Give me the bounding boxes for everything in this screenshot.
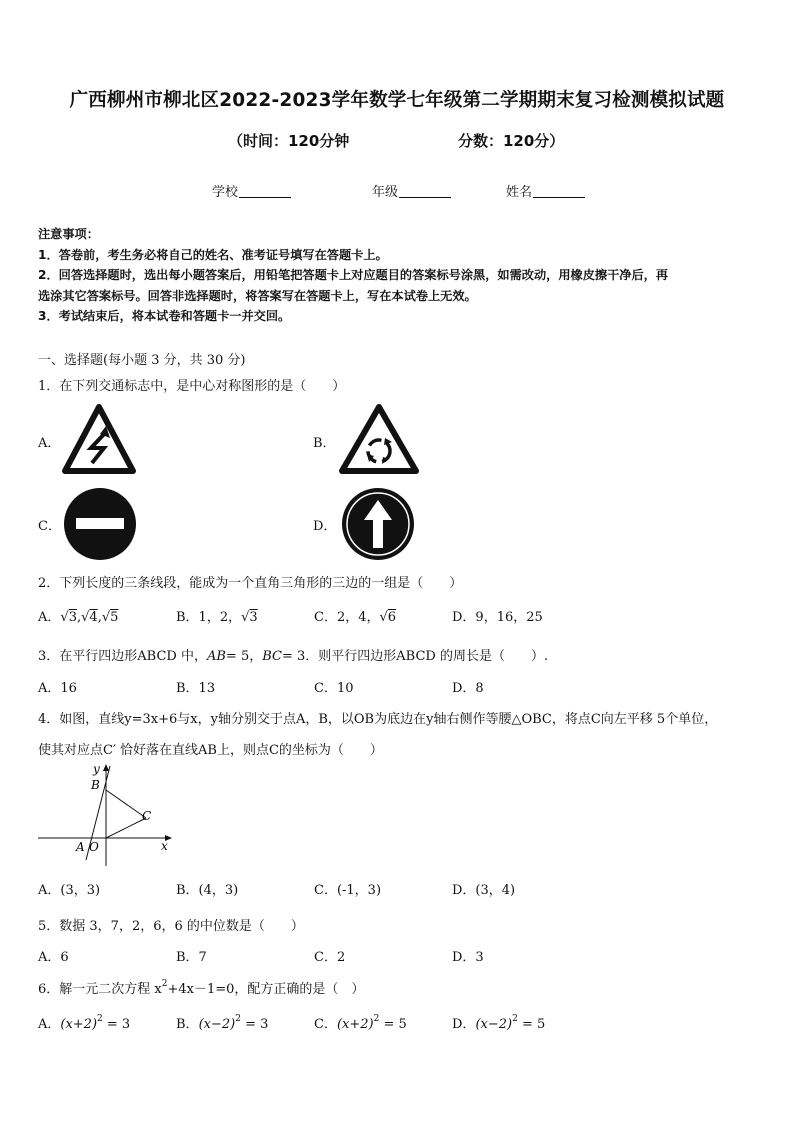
- q2-b-root: 3: [249, 610, 258, 625]
- q6-a-expr: (x+2): [60, 1017, 98, 1032]
- notes-block: [38, 224, 758, 327]
- q2-option-b-text: B．1，2，: [176, 610, 242, 625]
- name-field: [506, 181, 585, 200]
- q6-option-c: [314, 1013, 407, 1032]
- q6-stem-b: +4x－1=0，配方正确的是（ ）: [167, 982, 365, 997]
- fig-label-c: C: [142, 809, 152, 823]
- q4-option-d: D．(3，4): [452, 883, 516, 898]
- q2-option-a-label: A．: [38, 610, 61, 625]
- q6-d-expr: (x−2): [475, 1017, 513, 1032]
- fig-label-o: O: [89, 840, 99, 854]
- q3-option-a: A．16: [38, 681, 77, 696]
- notes-item: 3．考试结束后，将本试卷和答题卡一并交回。: [38, 309, 291, 323]
- q5-option-b: B．7: [176, 950, 207, 965]
- fig-label-x: x: [161, 839, 168, 853]
- sqrt-icon: √: [81, 610, 90, 625]
- q3-ab-val: = 5，: [225, 649, 263, 664]
- q6-option-b: [176, 1013, 268, 1032]
- notes-item: 2．回答选择题时，选出每小题答案后，用铅笔把答题卡上对应题目的答案标号涂黑，如需改动，用橡皮擦干净后，再: [38, 268, 669, 282]
- sqrt-icon: √: [241, 610, 250, 625]
- name-label: 姓名: [506, 185, 533, 200]
- sqrt-icon: √: [379, 610, 388, 625]
- name-blank: [533, 185, 585, 198]
- q2-option-d: D．9，16，25: [452, 610, 543, 625]
- q2-a-root-1: 3: [68, 610, 77, 625]
- roundabout-warning-sign-icon: [339, 404, 419, 474]
- q5-option-a: A．6: [38, 950, 69, 965]
- school-field: [212, 181, 291, 200]
- q5-option-d: D．3: [452, 950, 484, 965]
- notes-item: 选涂其它答案标号。回答非选择题时，将答案写在答题卡上，写在本试卷上无效。: [38, 288, 477, 303]
- q4-option-b: B．(4，3): [176, 883, 239, 898]
- q6-c-label: C．: [314, 1017, 337, 1032]
- q6-d-label: D．: [452, 1017, 476, 1032]
- q2-a-root-2: 4: [89, 610, 98, 625]
- q2-stem: 2．下列长度的三条线段，能成为一个直角三角形的三边的一组是（ ）: [38, 576, 463, 591]
- q6-b-rhs: = 3: [240, 1017, 269, 1032]
- q6-b-expr: (x−2): [198, 1017, 236, 1032]
- q6-c-rhs: = 5: [379, 1017, 407, 1032]
- q3-stem: [38, 645, 548, 664]
- q6-c-sup: 2: [373, 1014, 380, 1024]
- q3-ab: AB: [206, 649, 226, 664]
- q1-label-c: C．: [38, 519, 61, 534]
- q3-option-c: C．10: [314, 681, 354, 696]
- school-blank: [239, 185, 291, 198]
- notes-heading: 注意事项：: [38, 227, 99, 241]
- q5-option-c: C．2: [314, 950, 346, 965]
- q6-c-expr: (x+2): [336, 1017, 374, 1032]
- q2-option-a: A．√3,√4,√5: [38, 610, 119, 625]
- fig-label-b: B: [91, 778, 100, 792]
- reverse-curve-warning-sign-icon: [62, 404, 136, 474]
- q3-bc-val: = 3．则平行四边形ABCD 的周长是（ ）.: [281, 649, 549, 664]
- q4-option-a: A．(3，3): [38, 883, 101, 898]
- q6-b-sup: 2: [235, 1014, 241, 1024]
- exam-score: 分数：120分）: [458, 132, 565, 150]
- page-title: 广西柳州市柳北区2022-2023学年数学七年级第二学期期末复习检测模拟试题: [69, 90, 725, 111]
- q1-label-b: B．: [313, 436, 336, 451]
- q6-d-rhs: = 5: [517, 1017, 546, 1032]
- q6-option-a: [38, 1013, 130, 1032]
- q6-a-sup: 2: [97, 1014, 103, 1024]
- straight-ahead-only-sign-icon: [340, 486, 416, 562]
- section-heading: 一、选择题(每小题 3 分，共 30 分): [38, 353, 246, 368]
- q4-stem-line1: 4．如图，直线y=3x+6与x，y轴分别交于点A，B，以OB为底边在y轴右侧作等腰△OBC，将点C向左平移 5个单位，: [38, 712, 718, 727]
- sqrt-icon: √: [101, 610, 111, 625]
- q2-a-root-3: 5: [110, 610, 119, 625]
- q3-option-b: B．13: [176, 681, 216, 696]
- q1-stem: 1．在下列交通标志中，是中心对称图形的是（ ）: [38, 379, 346, 394]
- q3-bc: BC: [262, 649, 282, 664]
- q6-a-rhs: = 3: [102, 1017, 131, 1032]
- q5-stem: 5．数据 3，7，2，6，6 的中位数是（ ）: [38, 919, 304, 934]
- grade-blank: [399, 185, 451, 198]
- q2-option-c-text: C．2，4，: [314, 610, 380, 625]
- q6-d-sup: 2: [512, 1014, 518, 1024]
- no-entry-sign-icon: [62, 486, 138, 562]
- q6-stem-a: 6．解一元二次方程 x: [38, 982, 162, 997]
- q2-option-b: [176, 606, 258, 625]
- grade-field: [372, 181, 451, 200]
- q4-stem-line2: 使其对应点C′ 恰好落在直线AB上，则点C的坐标为（ ）: [38, 743, 383, 758]
- q1-label-d: D．: [313, 519, 337, 534]
- fig-label-a: A: [76, 840, 85, 854]
- notes-item: 1．答卷前，考生务必将自己的姓名、准考证号填写在答题卡上。: [38, 247, 388, 262]
- fig-label-y: y: [93, 762, 100, 776]
- q1-label-a: A．: [38, 436, 61, 451]
- q6-option-d: [452, 1013, 545, 1032]
- q6-stem: [38, 978, 364, 997]
- school-label: 学校: [212, 185, 239, 200]
- sqrt-icon: √: [60, 610, 69, 625]
- q6-b-label: B．: [176, 1017, 199, 1032]
- q2-c-root: 6: [387, 610, 397, 625]
- q6-a-label: A．: [38, 1017, 61, 1032]
- q4-coordinate-figure: [36, 760, 176, 868]
- q3-option-d: D．8: [452, 681, 484, 696]
- grade-label: 年级: [372, 185, 399, 200]
- q4-option-c: C．(-1，3): [314, 883, 382, 898]
- q6-stem-sup: 2: [161, 979, 168, 989]
- exam-time: （时间：120分钟: [228, 132, 350, 150]
- q2-option-c: [314, 606, 396, 625]
- q3-stem-a: 3．在平行四边形ABCD 中，: [38, 649, 207, 664]
